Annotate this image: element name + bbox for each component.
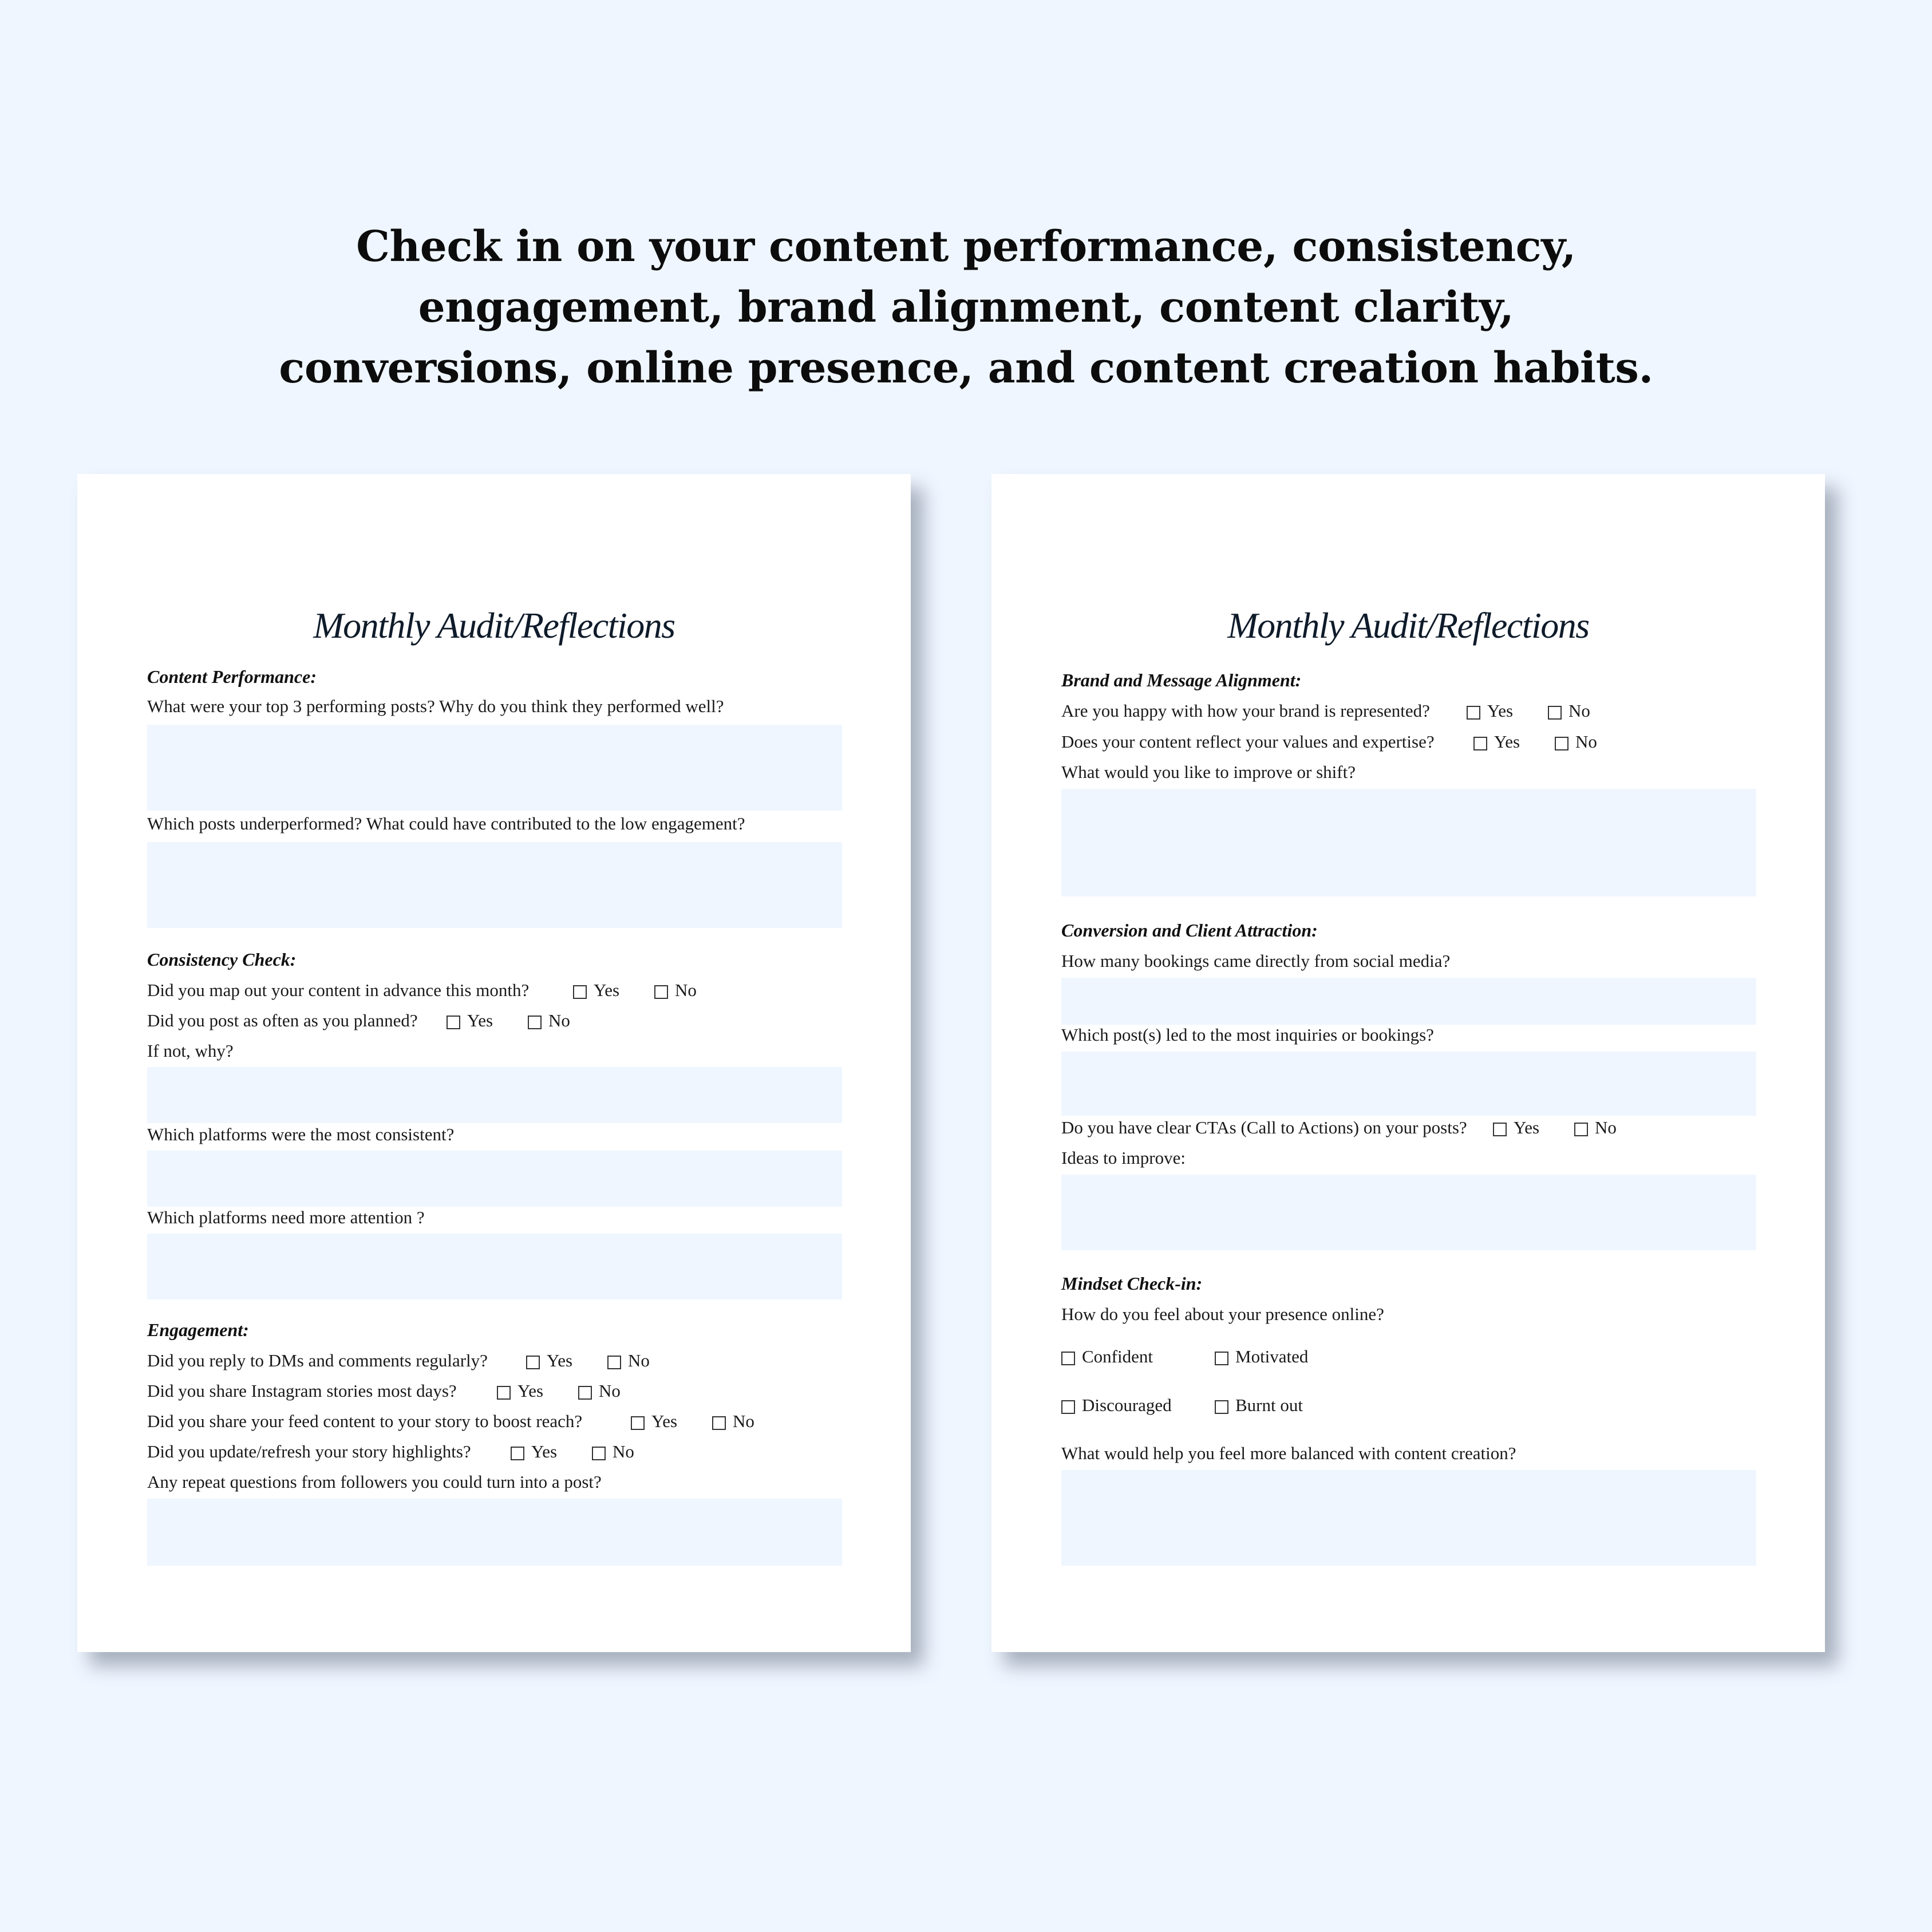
checkbox-discouraged[interactable]: Discouraged xyxy=(1061,1395,1172,1416)
question-improve-shift: What would you like to improve or shift? xyxy=(1061,762,1356,782)
section-heading-conversion: Conversion and Client Attraction: xyxy=(1061,920,1318,941)
question-story-highlights: Did you update/refresh your story highlights? xyxy=(147,1441,471,1461)
checkbox-yes[interactable]: Yes xyxy=(1473,732,1520,752)
question-bookings-count: How many bookings came directly from social media? xyxy=(1061,951,1451,971)
checkbox-icon xyxy=(1493,1123,1507,1136)
checkbox-yes[interactable]: Yes xyxy=(573,980,619,1001)
question-values-expertise: Does your content reflect your values and expertise? xyxy=(1061,732,1435,752)
checkbox-no[interactable]: No xyxy=(1574,1117,1617,1138)
checkbox-icon xyxy=(712,1416,726,1430)
right-page xyxy=(991,474,1825,1652)
answer-field-top-posts[interactable] xyxy=(147,725,842,811)
checkbox-icon xyxy=(631,1416,645,1430)
checkbox-no[interactable]: No xyxy=(528,1010,570,1031)
question-underperformed: Which posts underperformed? What could have contributed to the low engagement? xyxy=(147,813,745,833)
checkbox-icon xyxy=(592,1447,606,1460)
checkbox-icon xyxy=(1215,1352,1228,1365)
headline-line-2: engagement, brand alignment, content clarity, xyxy=(418,283,1514,332)
checkbox-yes[interactable]: Yes xyxy=(631,1411,677,1432)
checkbox-icon xyxy=(526,1356,540,1369)
answer-field-bookings-count[interactable] xyxy=(1061,978,1756,1025)
question-share-feed: Did you share your feed content to your story to boost reach? xyxy=(147,1411,583,1431)
section-heading-engagement: Engagement: xyxy=(147,1319,249,1340)
checkbox-icon xyxy=(573,985,587,999)
checkbox-icon xyxy=(511,1447,524,1460)
checkbox-yes[interactable]: Yes xyxy=(497,1381,543,1401)
checkbox-icon xyxy=(1467,706,1480,720)
question-consistent-platforms: Which platforms were the most consistent? xyxy=(147,1124,455,1144)
question-ideas-to-improve: Ideas to improve: xyxy=(1061,1148,1186,1168)
page-title: Monthly Audit/Reflections xyxy=(1227,605,1589,646)
section-heading-brand: Brand and Message Alignment: xyxy=(1061,670,1302,690)
checkbox-icon xyxy=(1061,1400,1075,1414)
checkbox-confident[interactable]: Confident xyxy=(1061,1346,1153,1367)
question-if-not-why: If not, why? xyxy=(147,1041,234,1061)
checkbox-no[interactable]: No xyxy=(1555,732,1597,752)
checkbox-icon xyxy=(1555,737,1568,750)
checkbox-yes[interactable]: Yes xyxy=(1493,1117,1539,1138)
checkbox-icon xyxy=(497,1386,511,1400)
left-page xyxy=(77,474,911,1652)
checkbox-icon xyxy=(607,1356,621,1369)
checkbox-motivated[interactable]: Motivated xyxy=(1215,1346,1308,1367)
section-heading-content-performance: Content Performance: xyxy=(147,666,317,687)
question-reply-dms: Did you reply to DMs and comments regularly? xyxy=(147,1350,488,1370)
question-inquiry-posts: Which post(s) led to the most inquiries or bookings? xyxy=(1061,1025,1434,1045)
headline-line-3: conversions, online presence, and content creation habits. xyxy=(279,343,1653,393)
section-heading-mindset: Mindset Check-in: xyxy=(1061,1273,1203,1294)
question-instagram-stories: Did you share Instagram stories most days? xyxy=(147,1381,457,1401)
question-feel-presence: How do you feel about your presence online? xyxy=(1061,1304,1384,1324)
checkbox-icon xyxy=(1215,1400,1228,1414)
checkbox-yes[interactable]: Yes xyxy=(511,1441,557,1462)
answer-field-inquiry-posts[interactable] xyxy=(1061,1052,1756,1116)
checkbox-no[interactable]: No xyxy=(1548,701,1590,721)
checkbox-yes[interactable]: Yes xyxy=(526,1350,572,1371)
checkbox-no[interactable]: No xyxy=(712,1411,754,1432)
checkbox-icon xyxy=(1574,1123,1588,1136)
question-top-posts: What were your top 3 performing posts? Why do you think they performed well? xyxy=(147,696,724,716)
question-platforms-attention: Which platforms need more attention ? xyxy=(147,1207,425,1227)
checkbox-icon xyxy=(447,1016,460,1029)
question-post-as-planned: Did you post as often as you planned? xyxy=(147,1010,418,1030)
question-clear-ctas: Do you have clear CTAs (Call to Actions) on your posts? xyxy=(1061,1117,1467,1137)
headline-line-1: Check in on your content performance, consistency, xyxy=(356,222,1576,271)
answer-field-consistent-platforms[interactable] xyxy=(147,1151,842,1207)
answer-field-improve-shift[interactable] xyxy=(1061,789,1756,896)
question-map-content: Did you map out your content in advance this month? xyxy=(147,980,530,1000)
question-repeat-questions: Any repeat questions from followers you could turn into a post? xyxy=(147,1472,602,1492)
answer-field-feel-balanced[interactable] xyxy=(1061,1470,1756,1566)
checkbox-no[interactable]: No xyxy=(592,1441,634,1462)
answer-field-if-not-why[interactable] xyxy=(147,1067,842,1123)
question-brand-represented: Are you happy with how your brand is represented? xyxy=(1061,701,1430,721)
section-heading-consistency: Consistency Check: xyxy=(147,949,297,970)
answer-field-ideas-to-improve[interactable] xyxy=(1061,1175,1756,1250)
checkbox-icon xyxy=(1548,706,1562,720)
checkbox-icon xyxy=(1061,1352,1075,1365)
checkbox-icon xyxy=(578,1386,592,1400)
answer-field-repeat-questions[interactable] xyxy=(147,1499,842,1566)
answer-field-underperformed[interactable] xyxy=(147,842,842,928)
headline xyxy=(0,216,1932,398)
answer-field-platforms-attention[interactable] xyxy=(147,1234,842,1299)
checkbox-burnt-out[interactable]: Burnt out xyxy=(1215,1395,1303,1416)
checkbox-yes[interactable]: Yes xyxy=(1467,701,1513,721)
question-feel-balanced: What would help you feel more balanced with content creation? xyxy=(1061,1443,1516,1463)
checkbox-icon xyxy=(654,985,668,999)
checkbox-no[interactable]: No xyxy=(578,1381,621,1401)
checkbox-icon xyxy=(528,1016,542,1029)
checkbox-yes[interactable]: Yes xyxy=(447,1010,493,1031)
page-title: Monthly Audit/Reflections xyxy=(313,605,675,646)
checkbox-no[interactable]: No xyxy=(654,980,697,1001)
checkbox-icon xyxy=(1473,737,1487,750)
checkbox-no[interactable]: No xyxy=(607,1350,650,1371)
